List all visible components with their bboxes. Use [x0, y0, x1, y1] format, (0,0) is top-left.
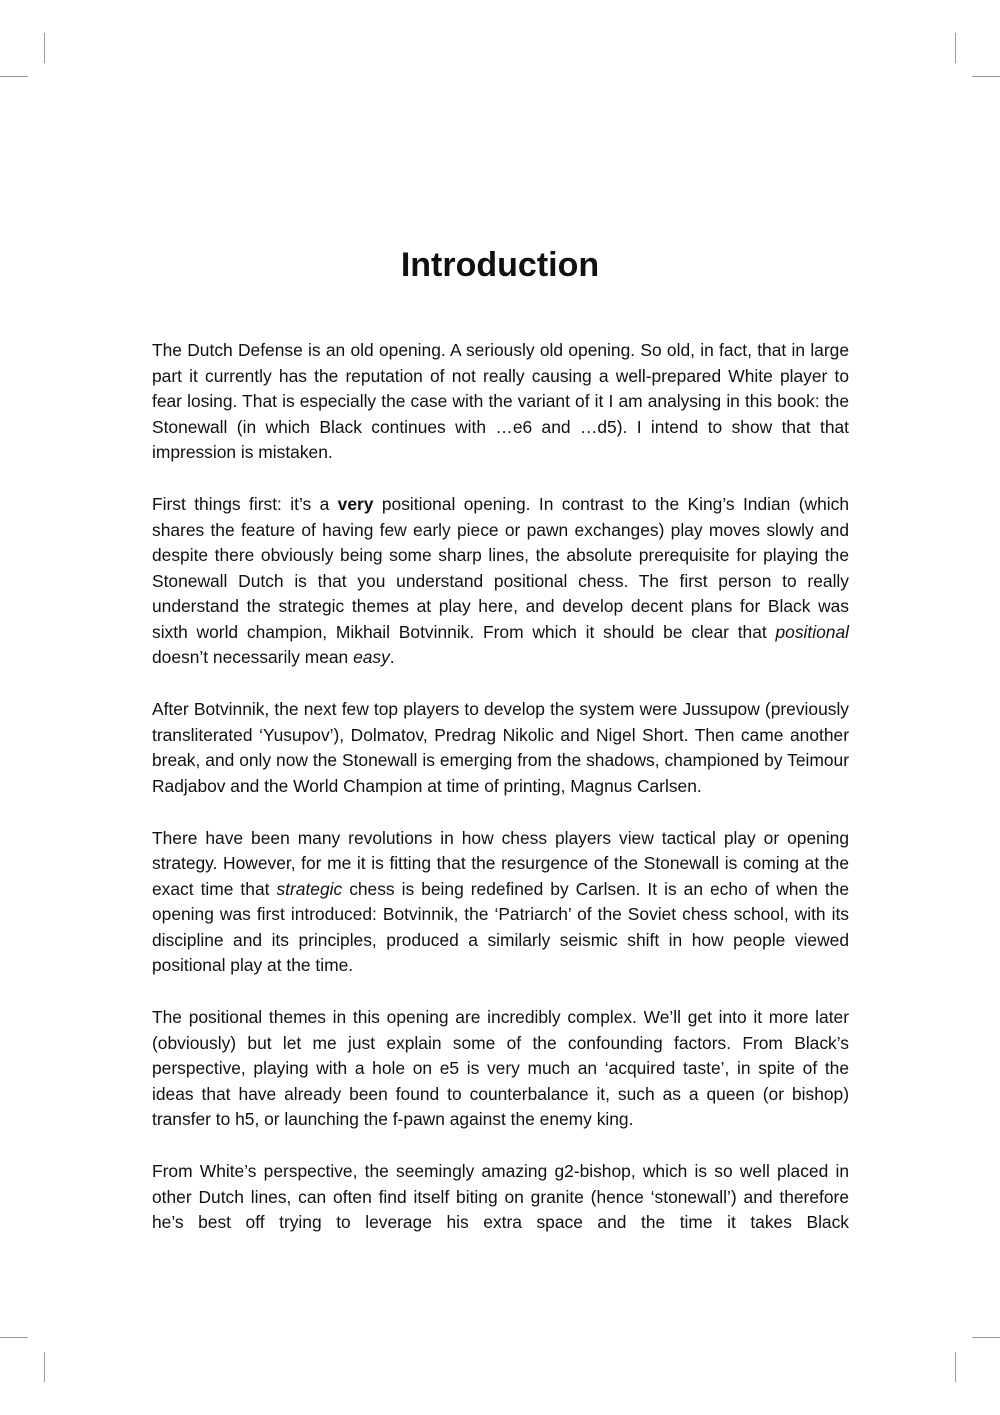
emphasis-italic: strategic	[276, 878, 343, 899]
paragraph-6	[152, 1159, 849, 1236]
text-run: doesn’t necessarily mean	[152, 647, 354, 667]
paragraph-3	[152, 697, 849, 799]
paragraph-4	[152, 826, 849, 979]
crop-mark-top-right-vertical	[955, 33, 956, 63]
text-run: .	[389, 647, 395, 667]
crop-mark-bottom-left-vertical	[44, 1352, 45, 1382]
crop-mark-bottom-right-vertical	[955, 1352, 956, 1382]
text-run: There have been many revolutions in how chess players view tactical play or opening strategy. However, for me it is fitting that the resurgence of the Stonewall is coming at the exact time that	[152, 827, 849, 899]
text-run: The Dutch Defense is an old opening. A seriously old opening. So old, in fact, that in large part it currently has the reputation of not really causing a well-prepared White player to fear losing. That is especially the case with the variant of it I am analysing in this book: the Stonewall (in which Black continues with …e6 and …d5). I intend to show that that impression is mistaken.	[152, 340, 849, 462]
crop-mark-top-left-vertical	[44, 33, 45, 63]
crop-mark-bottom-left-horizontal	[0, 1337, 28, 1338]
text-run: chess is being redefined by Carlsen. It is an echo of when the opening was first introduced: Botvinnik, the ‘Patriarch’ of the Soviet chess school, with its discipline and its principles, produced a similarly seismic shift in how people viewed positional play at the time.	[152, 878, 849, 975]
emphasis-bold: very	[337, 494, 374, 514]
paragraph-1	[152, 338, 849, 466]
text-run: positional opening. In contrast to the King’s Indian (which shares the feature of having few early piece or pawn exchanges) play moves slowly and despite there obviously being some sharp lines, the absolute prerequisite for playing the Stonewall Dutch is that you understand positional chess. The first person to really understand the strategic themes at play here, and develop decent plans for Black was sixth world champion, Mikhail Botvinnik. From which it should be clear that	[152, 494, 850, 642]
crop-mark-top-left-horizontal	[0, 76, 28, 77]
text-run: After Botvinnik, the next few top players to develop the system were Jussupow (previously transliterated ‘Yusupov’), Dolmatov, Predrag Nikolic and Nigel Short. Then came another break, and only now the Stonewall is emerging from the shadows, championed by Teimour Radjabov and the World Champion at time of printing, Magnus Carlsen.	[152, 699, 849, 796]
paragraph-5	[152, 1005, 849, 1133]
text-run: The positional themes in this opening are incredibly complex. We’ll get into it more later (obviously) but let me just explain some of the confounding factors. From Black’s perspective, playing with a hole on e5 is very much an ‘acquired taste’, in spite of the ideas that have already been found to counterbalance it, such as a queen (or bishop) transfer to h5, or launching the f-pawn against the enemy king.	[152, 1007, 849, 1129]
crop-mark-bottom-right-horizontal	[972, 1337, 1000, 1338]
emphasis-italic: easy	[353, 647, 390, 667]
crop-mark-top-right-horizontal	[972, 76, 1000, 77]
page-title: Introduction	[400, 246, 600, 284]
body-text	[152, 338, 849, 1236]
text-run: From White’s perspective, the seemingly amazing g2-bishop, which is so well placed in other Dutch lines, can often find itself biting on granite (hence ‘stonewall’) and therefore he’s best off trying to leverage his extra space and the time it takes Black	[152, 1161, 849, 1232]
paragraph-2	[152, 492, 849, 671]
emphasis-italic: positional	[775, 621, 849, 642]
text-run: First things first: it’s a	[152, 494, 338, 514]
